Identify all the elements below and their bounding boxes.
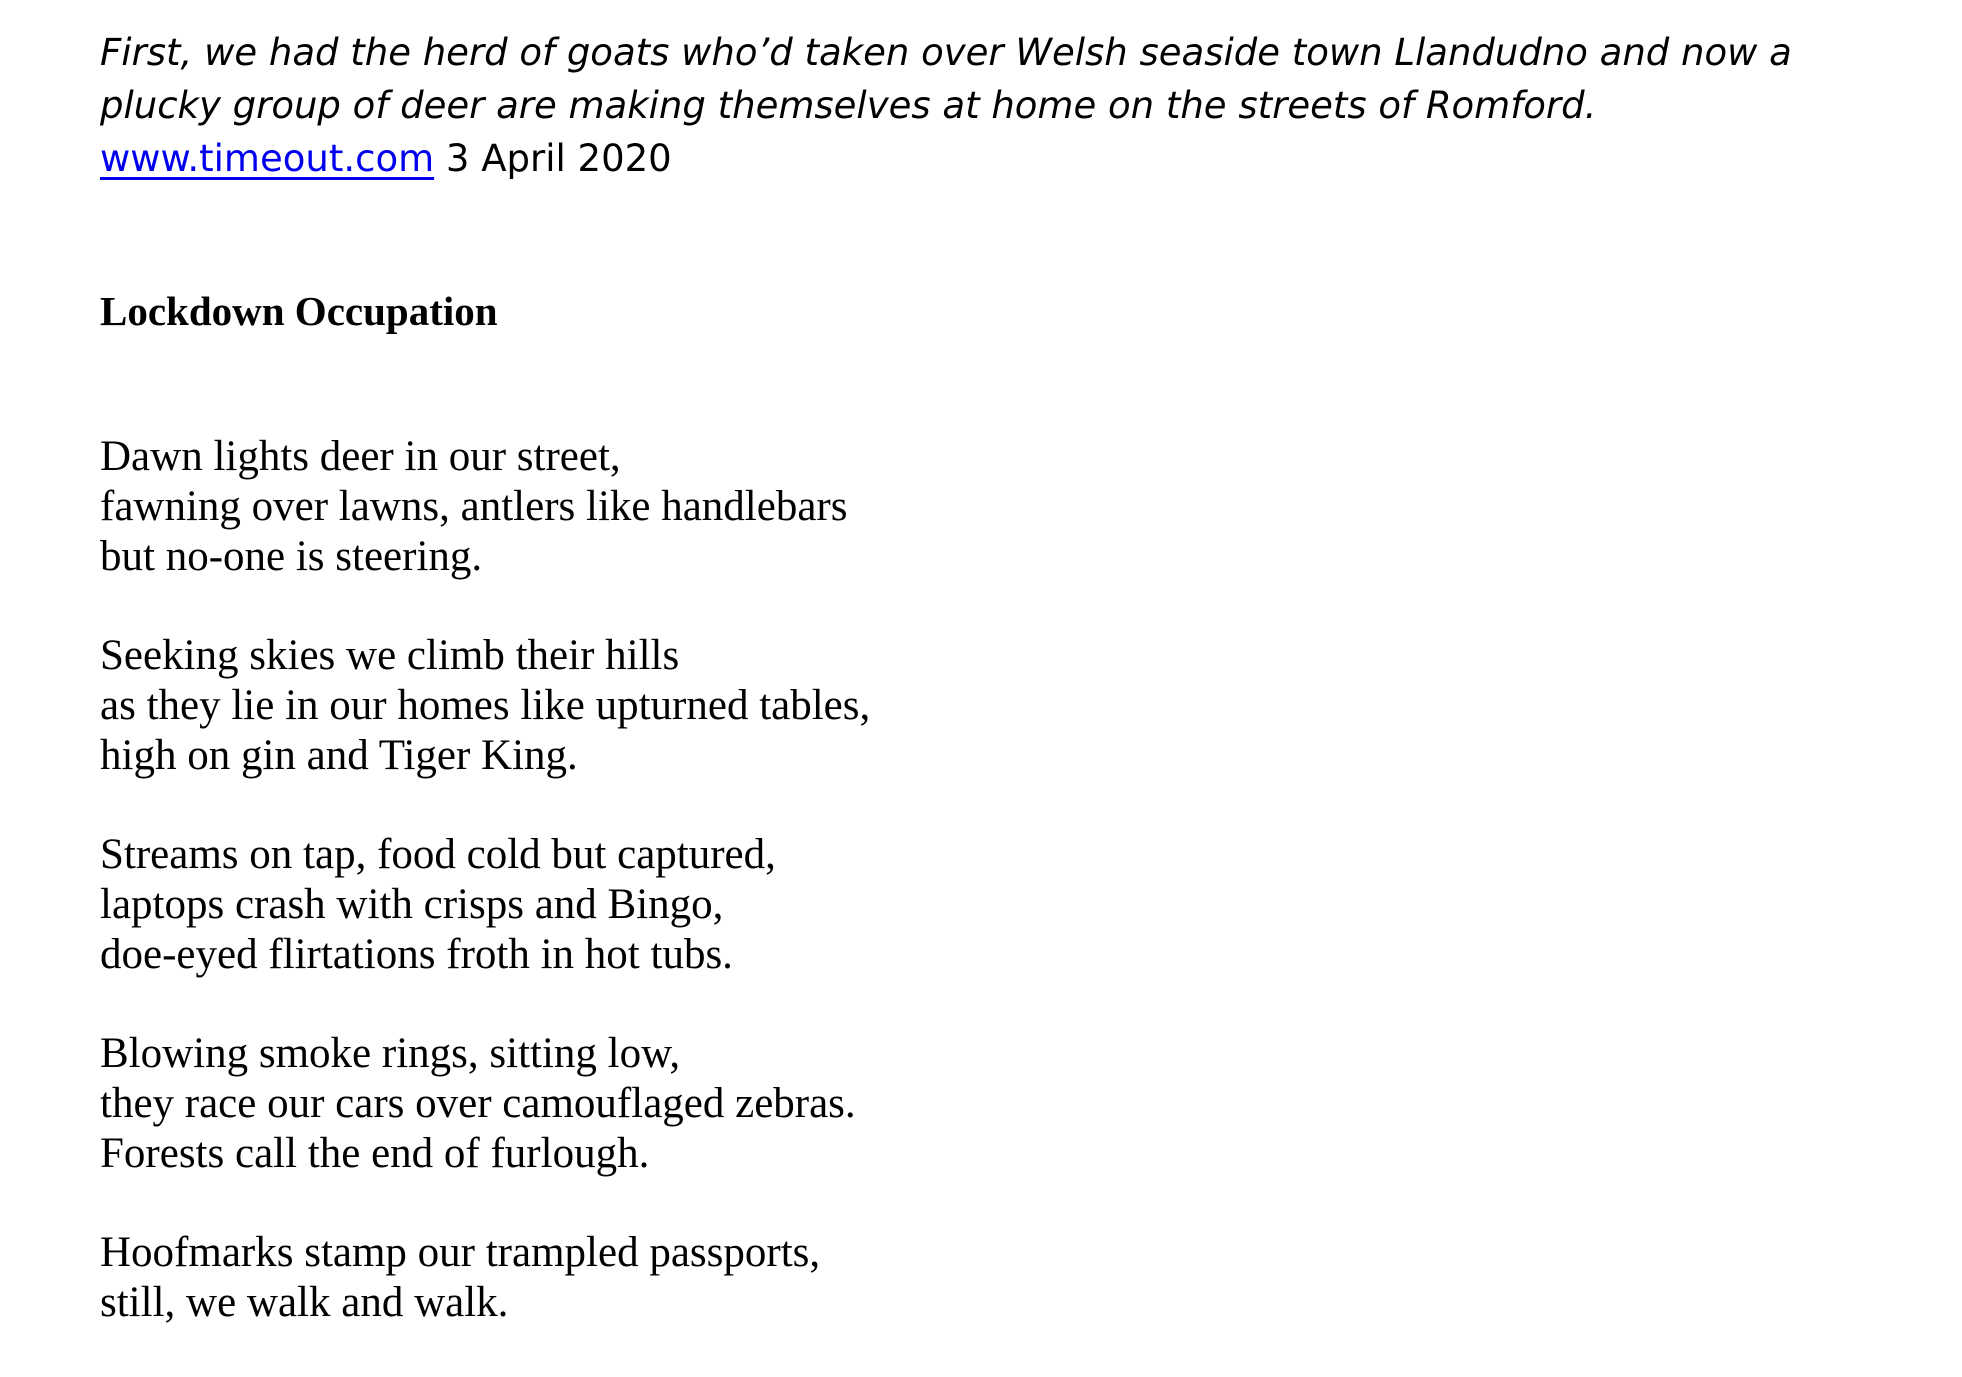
poem-line: as they lie in our homes like upturned tables, (100, 682, 871, 729)
poem-line: laptops crash with crisps and Bingo, (100, 881, 724, 928)
poem-line: Forests call the end of furlough. (100, 1130, 650, 1177)
stanza (100, 631, 870, 781)
poem-line: high on gin and Tiger King. (100, 732, 578, 779)
poem-line: but no-one is steering. (100, 533, 483, 580)
poem-line: they race our cars over camouflaged zebras. (100, 1080, 856, 1127)
stanza (100, 1228, 870, 1328)
poem-line: Blowing smoke rings, sitting low, (100, 1030, 681, 1077)
poem-body (100, 432, 870, 1377)
poem-line: Seeking skies we climb their hills (100, 632, 680, 679)
source-link[interactable]: www.timeout.com (100, 137, 435, 180)
poem-line: Hoofmarks stamp our trampled passports, (100, 1229, 821, 1276)
stanza (100, 432, 870, 582)
poem-line: still, we walk and walk. (100, 1279, 509, 1326)
stanza (100, 1029, 870, 1179)
poem-line: Streams on tap, food cold but captured, (100, 831, 776, 878)
poem-line: fawning over lawns, antlers like handlebars (100, 483, 848, 530)
poem-line: Dawn lights deer in our street, (100, 433, 621, 480)
stanza (100, 830, 870, 980)
poem-line: doe-eyed flirtations froth in hot tubs. (100, 931, 733, 978)
epigraph (100, 26, 1890, 185)
poem-title: Lockdown Occupation (100, 288, 498, 334)
epigraph-quote: First, we had the herd of goats who’d taken over Welsh seaside town Llandudno and now a plucky group of deer are making themselves at home on the streets of Romford. (100, 31, 1792, 127)
epigraph-date: 3 April 2020 (445, 137, 672, 180)
